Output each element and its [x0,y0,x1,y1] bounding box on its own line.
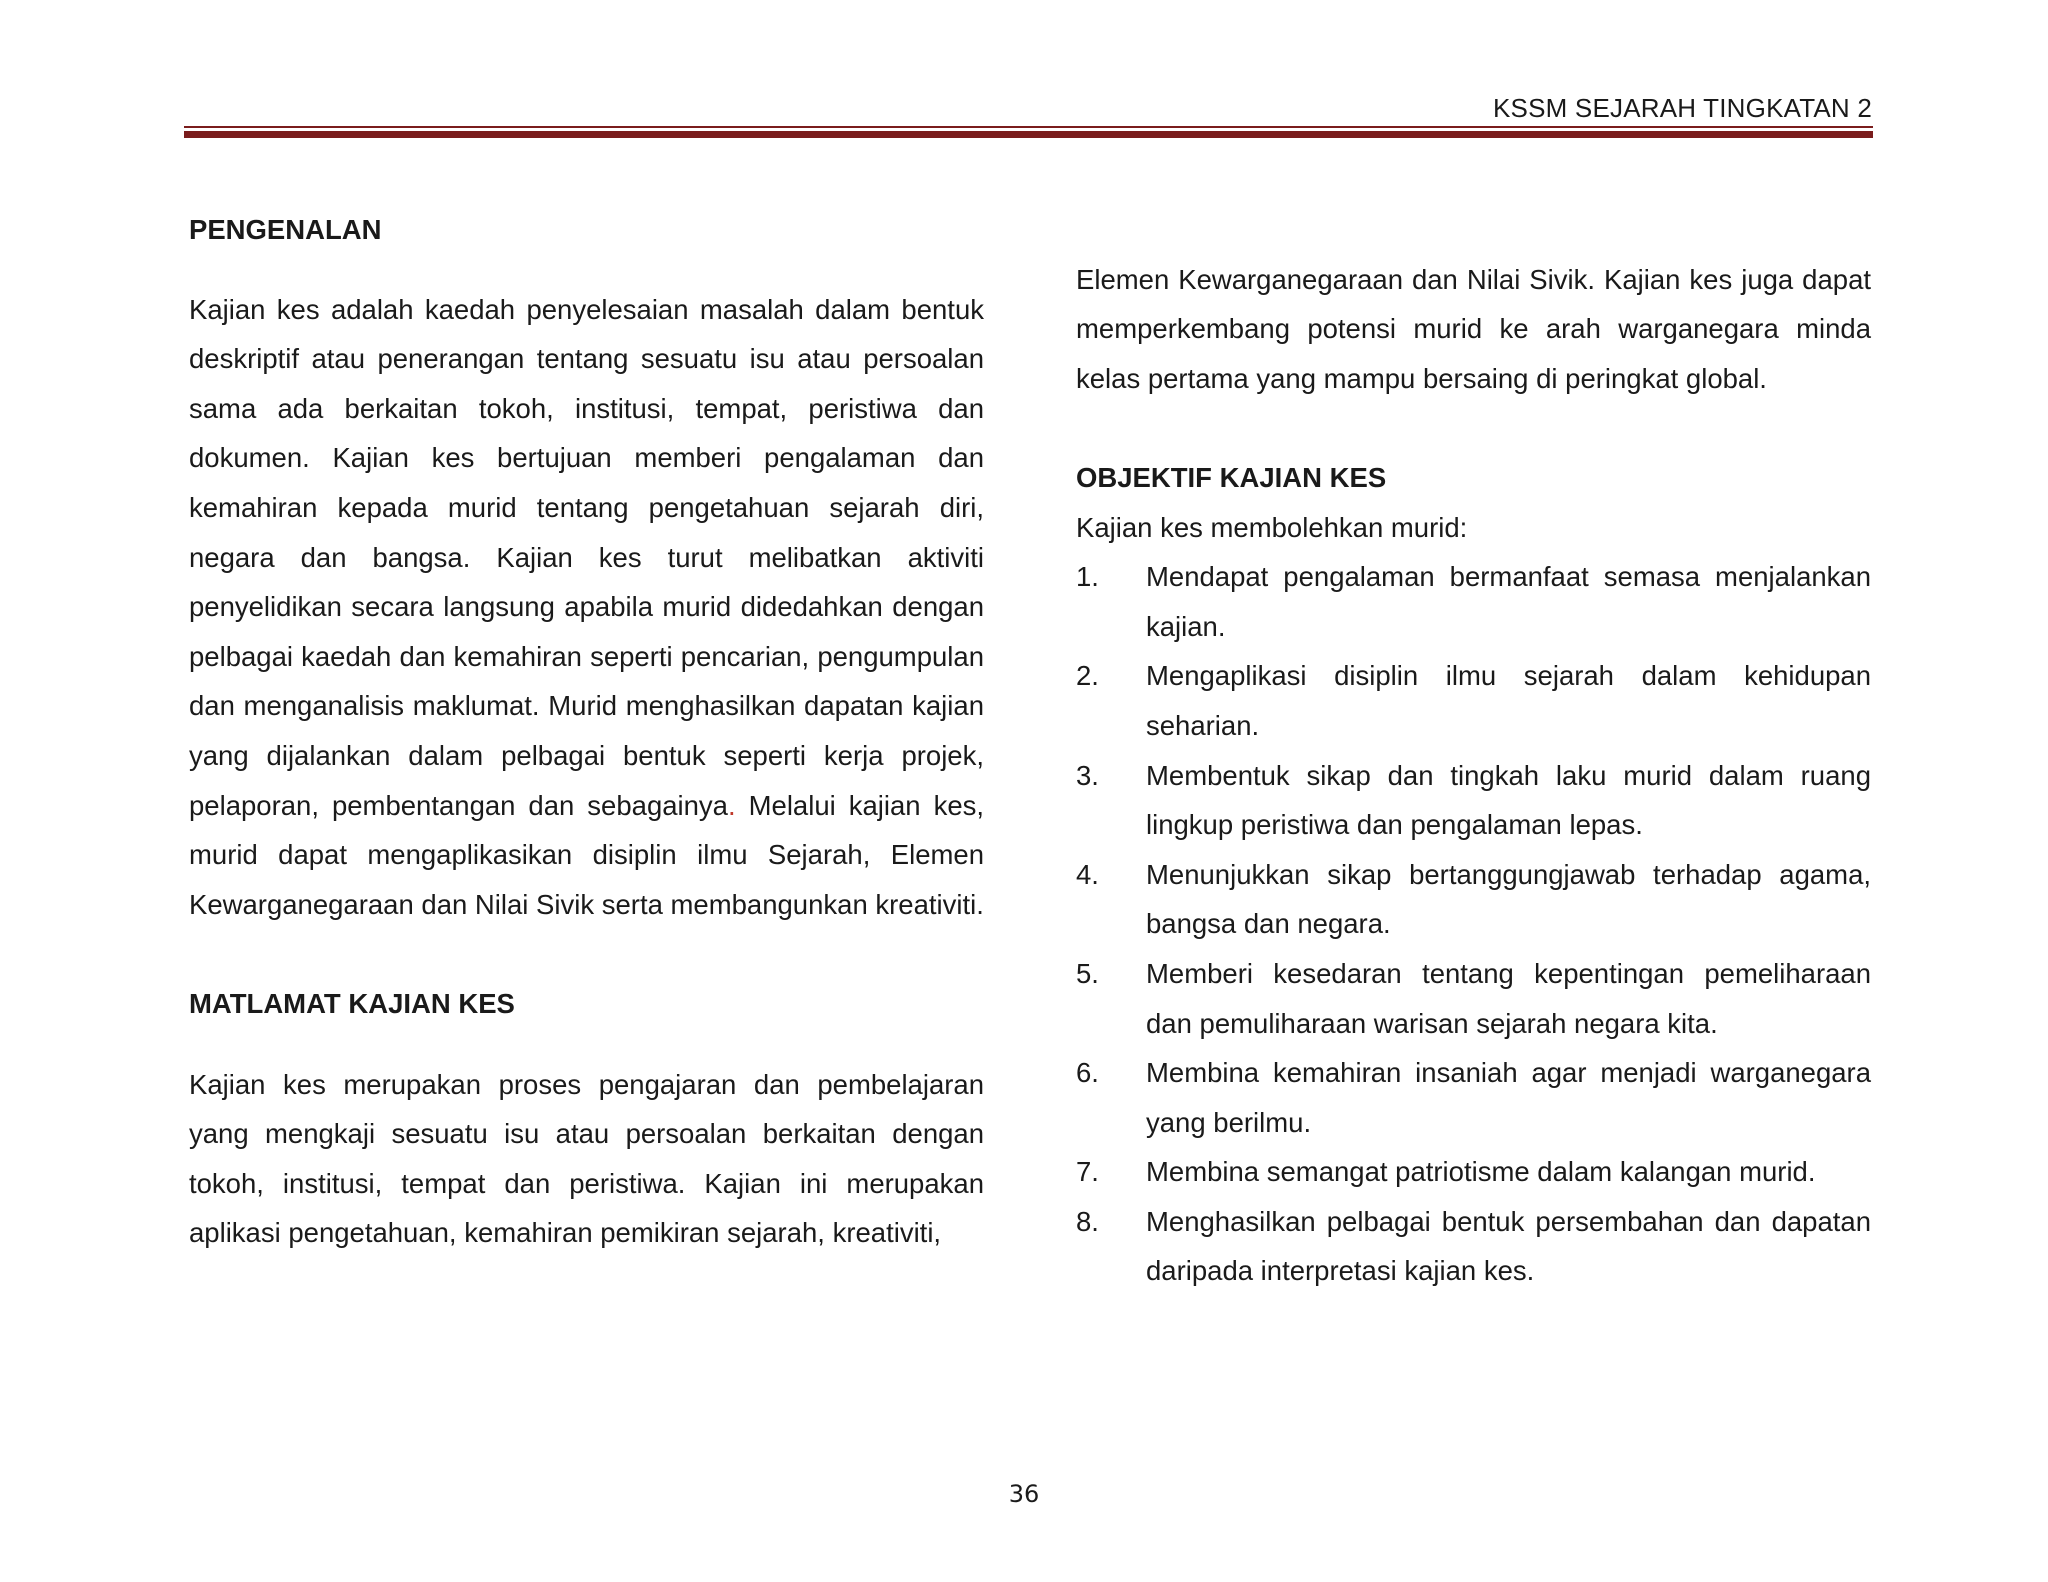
list-item [1076,850,1871,949]
pengenalan-text-a: Kajian kes adalah kaedah penyelesaian masalah dalam bentuk deskriptif atau penerangan tentang sesuatu isu atau persoalan sama ada berkaitan tokoh, institusi, tempat, peristiwa dan dokumen. Kajian kes bertujuan memberi pengalaman dan kemahiran kepada murid tentang pengetahuan sejarah diri, negara dan bangsa. Kajian kes turut melibatkan aktiviti penyelidikan secara langsung apabila murid didedahkan dengan pelbagai kaedah dan kemahiran seperti pencarian, pengumpulan dan menganalisis maklumat. Murid menghasilkan dapatan kajian yang dijalankan dalam pelbagai bentuk seperti kerja projek, pelaporan, pembentangan dan sebagainya [189,293,984,821]
list-item-text: Membina semangat patriotisme dalam kalangan murid. [1146,1156,1816,1188]
continuation-paragraph: Elemen Kewarganegaraan dan Nilai Sivik. Kajian kes juga dapat memperkembang potensi murid ke arah warganegara minda kelas pertama yang mampu bersaing di peringkat global. [1076,263,1871,394]
left-column [189,205,984,1258]
pengenalan-paragraph [189,285,984,930]
list-item-number: 2. [1076,660,1099,692]
running-header: KSSM SEJARAH TINGKATAN 2 [1493,93,1872,123]
header-rule-thin [184,126,1873,128]
list-item-text: Membina kemahiran insaniah agar menjadi warganegara yang berilmu. [1146,1057,1871,1138]
list-item-number: 1. [1076,561,1099,593]
list-item-text: Mengaplikasi disiplin ilmu sejarah dalam kehidupan seharian. [1146,660,1871,741]
list-item [1076,751,1871,850]
spacer [1076,403,1871,453]
list-item [1076,1147,1871,1197]
list-item [1076,1048,1871,1147]
matlamat-paragraph: Kajian kes merupakan proses pengajaran dan pembelajaran yang mengkaji sesuatu isu atau persoalan berkaitan dengan tokoh, institusi, tempat dan peristiwa. Kajian ini merupakan aplikasi pengetahuan, kemahiran pemikiran sejarah, kreativiti, [189,1068,984,1249]
list-item [1076,651,1871,750]
spacer [189,929,984,979]
list-item-text: Memberi kesedaran tentang kepentingan pemeliharaan dan pemuliharaan warisan sejarah negara kita. [1146,957,1871,1039]
objectives-list [1076,552,1871,1296]
list-item-number: 6. [1076,1057,1099,1089]
header-rule-thick [184,131,1873,138]
pengenalan-text-b: Melalui kajian kes, murid dapat mengaplikasikan disiplin ilmu Sejarah, Elemen Kewarganegaraan dan Nilai Sivik serta membangunkan kreativiti. [189,789,984,920]
pengenalan-text-dot: . [727,789,736,821]
objektif-intro: Kajian kes membolehkan murid: [1076,511,1468,543]
list-item-number: 3. [1076,759,1099,791]
list-item-number: 7. [1076,1156,1099,1188]
spacer [1076,205,1871,255]
list-item-number: 8. [1076,1205,1099,1237]
pengenalan-heading: PENGENALAN [189,214,382,245]
list-item-text: Menghasilkan pelbagai bentuk persembahan dan dapatan daripada interpretasi kajian kes. [1146,1205,1871,1287]
list-item [1076,1197,1871,1296]
list-item-number: 5. [1076,957,1099,989]
list-item-text: Menunjukkan sikap bertanggungjawab terhadap agama, bangsa dan negara. [1146,858,1871,940]
list-item-number: 4. [1076,858,1099,890]
list-item [1076,552,1871,651]
spacer [189,1029,984,1060]
list-item-text: Membentuk sikap dan tingkah laku murid dalam ruang lingkup peristiwa dan pengalaman lepas. [1146,759,1871,841]
matlamat-heading: MATLAMAT KAJIAN KES [189,987,515,1019]
page-number: 36 [1008,1480,1040,1508]
list-item [1076,949,1871,1048]
objektif-heading: OBJEKTIF KAJIAN KES [1076,461,1387,493]
right-column [1076,205,1871,1296]
list-item-text: Mendapat pengalaman bermanfaat semasa menjalankan kajian. [1146,561,1871,642]
spacer [189,255,984,285]
